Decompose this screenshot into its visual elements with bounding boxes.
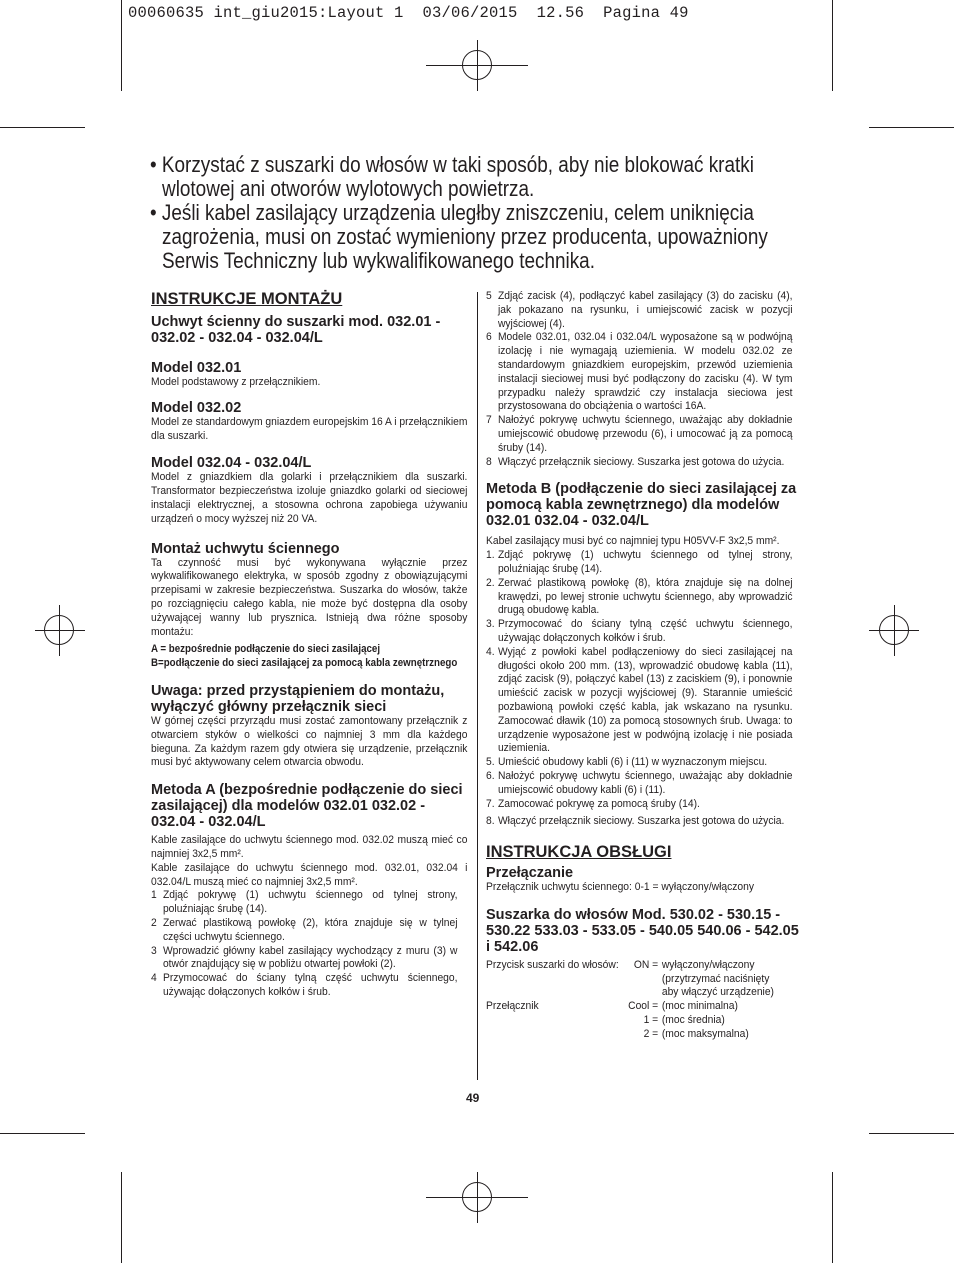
method-a-text: Kable zasilające do uchwytu ściennego mod. 032.01, 032.04 i 032.04/L muszą mieć co najmniej 3x2,5 mm². [151, 861, 468, 888]
method-a-steps [151, 889, 468, 999]
list-item: 1 Zdjąć pokrywę (1) uchwytu ściennego od tylnej strony, poluźniając śrubę (14). [151, 889, 458, 916]
switch-title: Przełączanie [486, 865, 574, 882]
page-number: 49 [466, 1091, 480, 1105]
list-item: 2. Zerwać plastikową powłokę (8), która znajduje się na dolnej krawędzi, po lewej stronie uchwytu ściennego, aby wprowadzić drugą obudowę kabla. [486, 576, 793, 617]
model-title: Model 032.01 [151, 360, 242, 376]
method-b-label: B=podłączenie do sieci zasilającej za pomocą kabla zewnętrznego [151, 657, 458, 670]
section-heading-mounting: INSTRUKCJE MONTAŻU [151, 290, 343, 308]
list-item: 4. Wyjąć z powłoki kabel podłączeniowy do sieci zasilającej na długości około 200 mm. (13), wprowadzić obudowę kabla (11), zdjąć zacisk (9), połączyć kabel (13) z zaciskiem (9), i ponownie umieścić zacisk w pozycji wyjściowej (9). Starannie umieścić pozbawioną powłoki część kabla, jak wskazano na rysunku. Zamocować dławik (10) za pomocą stosownych śrub. Uwaga: to urządzenie wyposażone jest w podwójną izolację i nie posiada uziemienia. [486, 645, 793, 755]
table-row: aby włączyć urządzenie) [661, 986, 774, 999]
list-item: 6. Nałożyć pokrywę uchwytu ściennego, uważając aby dokładnie umiejscowić obudowy kabli (6) i (11). [486, 769, 793, 796]
model-title: Model 032.04 - 032.04/L [151, 455, 312, 472]
right-column [486, 290, 803, 1042]
list-item: 3 Wprowadzić główny kabel zasilający wychodzący z muru (3) w otwór znajdujący się w pobliżu otwartej powłoki (2). [151, 944, 458, 971]
column-divider [477, 292, 478, 1080]
crop-mark [869, 127, 954, 128]
method-a-title: Metoda A (bezpośrednie podłączenie do sieci zasilającej) dla modelów 032.01 032.02 - 032.04 - 032.04/L [151, 782, 463, 831]
intro-bullets [150, 152, 768, 273]
table-row: 1 = (moc średnia) [643, 1014, 725, 1027]
controls-table [486, 959, 803, 1042]
crop-mark [869, 1133, 954, 1134]
slug-line: 00060635 int_giu2015:Layout 1 03/06/2015 12.56 Pagina 49 [128, 4, 689, 22]
intro-bullet: • Korzystać z suszarki do włosów w taki sposób, aby nie blokować kratki wlotowej ani otworów wylotowych powietrza. [150, 152, 754, 201]
table-row: (przytrzymać naciśnięty [661, 972, 770, 985]
dryer-models-title: Suszarka do włosów Mod. 530.02 - 530.15 - 530.22 533.03 - 533.05 - 540.05 540.06 - 542.05 i 542.06 [486, 906, 799, 955]
method-b-text: Kabel zasilający musi być co najmniej typu H05VV-F 3x2,5 mm². [486, 535, 780, 548]
crop-mark [0, 1133, 85, 1134]
list-item: 4 Przymocować do ściany tylną część uchwytu ściennego, używając dołączonych kołków i śrub. [151, 972, 458, 998]
crop-mark [0, 127, 85, 128]
list-item: 7. Zamocować pokrywę za pomocą śruby (14). [486, 797, 700, 810]
model-text: Model ze standardowym gniazdem europejskim 16 A i przełącznikiem dla suszarki. [151, 415, 468, 442]
list-item: 2 Zerwać plastikową powłokę (2), która znajduje się w tylnej części uchwytu ściennego. [151, 916, 458, 943]
method-a-label: A = bezpośrednie podłączenie do sieci zasilającej [151, 643, 381, 656]
method-b-title: Metoda B (podłączenie do sieci zasilającej za pomocą kabla zewnętrznego) dla modelów 032.01 032.04 - 032.04/L [486, 481, 797, 530]
list-item: 5 Zdjąć zacisk (4), podłączyć kabel zasilający (3) do zacisku (4), jak pokazano na rysunku, i umiejscowić zacisk w pozycji wyjściowej (4). [486, 290, 793, 330]
table-row: Przycisk suszarki do włosów: ON = wyłączony/włączony [486, 958, 755, 971]
left-column [151, 290, 468, 1000]
method-a-steps-continued [486, 290, 803, 469]
switch-text: Przełącznik uchwytu ściennego: 0-1 = wyłączony/włączony [486, 881, 755, 894]
intro-bullet: • Jeśli kabel zasilający urządzenia uległby zniszczeniu, celem uniknięcia zagrożenia, musi on zostać wymieniony przez producenta, upoważniony Serwis Techniczny lub wykwalifikowanego technika. [150, 200, 768, 273]
warning-title: Uwaga: przed przystąpieniem do montażu, wyłączyć główny przełącznik sieci [151, 682, 445, 715]
list-item: 5. Umieścić obudowy kabli (6) i (11) w wyznaczonym miejscu. [486, 756, 768, 769]
list-item: 8. Włączyć przełącznik sieciowy. Suszarka jest gotowa do użycia. [486, 815, 785, 828]
list-item: 8 Włączyć przełącznik sieciowy. Suszarka jest gotowa do użycia. [486, 455, 785, 468]
list-item: 3. Przymocować do ściany tylną część uchwytu ściennego, używając dołączonych kołków i śrub. [486, 618, 793, 644]
crop-mark [121, 0, 122, 91]
mount-title: Montaż uchwytu ściennego [151, 540, 340, 557]
list-item: 6 Modele 032.01, 032.04 i 032.04/L wyposażone są w podwójną izolację i nie wymagają uziemienia. W modelu 032.02 ze standardowym gniazdkiem europejskim, przewód uziemienia instalacji sieciowej musi być podłączony do zacisku (4). W tym przypadku należy sprawdzić czy instalacja sieciowa jest przystosowana do obciążenia o wartości 16A. [486, 331, 793, 413]
model-text: Model podstawowy z przełącznikiem. [151, 376, 321, 388]
crop-mark [832, 0, 833, 91]
warning-text: W górnej części przyrządu musi zostać zamontowany przełącznik z otwarciem styków o wielkości co najmniej 3 mm dla każdego bieguna. Za każdym razem gdy otwiera się urządzenie, przełącznik musi być aktywowany celem otwarcia obwodu. [151, 714, 468, 769]
crop-mark [832, 1172, 833, 1263]
model-text: Model z gniazdkiem dla golarki i przełącznikiem dla suszarki. Transformator bezpieczeństwa izoluje gniazdko golarki od sieciowej instalacji elektrycznej, a stosowna ochrona zapobiega używaniu urządzeń o mocy wyższej niż 20 VA. [151, 471, 468, 525]
section-heading-usage: INSTRUKCJA OBSŁUGI [486, 843, 672, 862]
model-title: Model 032.02 [151, 399, 242, 416]
crop-mark [121, 1172, 122, 1263]
list-item: 1. Zdjąć pokrywę (1) uchwytu ściennego od tylnej strony, poluźniając śrubę (14). [486, 549, 793, 575]
table-row: 2 = (moc maksymalna) [643, 1027, 749, 1040]
mount-text: Ta czynność musi być wykonywana wyłącznie przez wykwalifikowanego elektryka, w sposób zgodny z obowiązującymi przepisami w zakresie bezpieczeństwa. Suszarka do włosów, także po rozciągnięciu całego kabla, nie może być dostępna dla osoby używającej wanny lub prysznica. Istnieją dwa różne sposoby montażu: [151, 556, 468, 638]
method-a-text: Kable zasilające do uchwytu ściennego mod. 032.02 muszą mieć co najmniej 3x2,5 mm². [151, 834, 468, 860]
method-b-steps [486, 549, 803, 829]
wall-holder-subheading: Uchwyt ścienny do suszarki mod. 032.01 - 032.02 - 032.04 - 032.04/L [151, 314, 441, 346]
list-item: 7 Nałożyć pokrywę uchwytu ściennego, uważając aby dokładnie umiejscowić obudowę przewodu (6), i umocować ją za pomocą śruby (14). [486, 414, 793, 454]
table-row: Przełącznik Cool = (moc minimalna) [486, 1000, 738, 1013]
